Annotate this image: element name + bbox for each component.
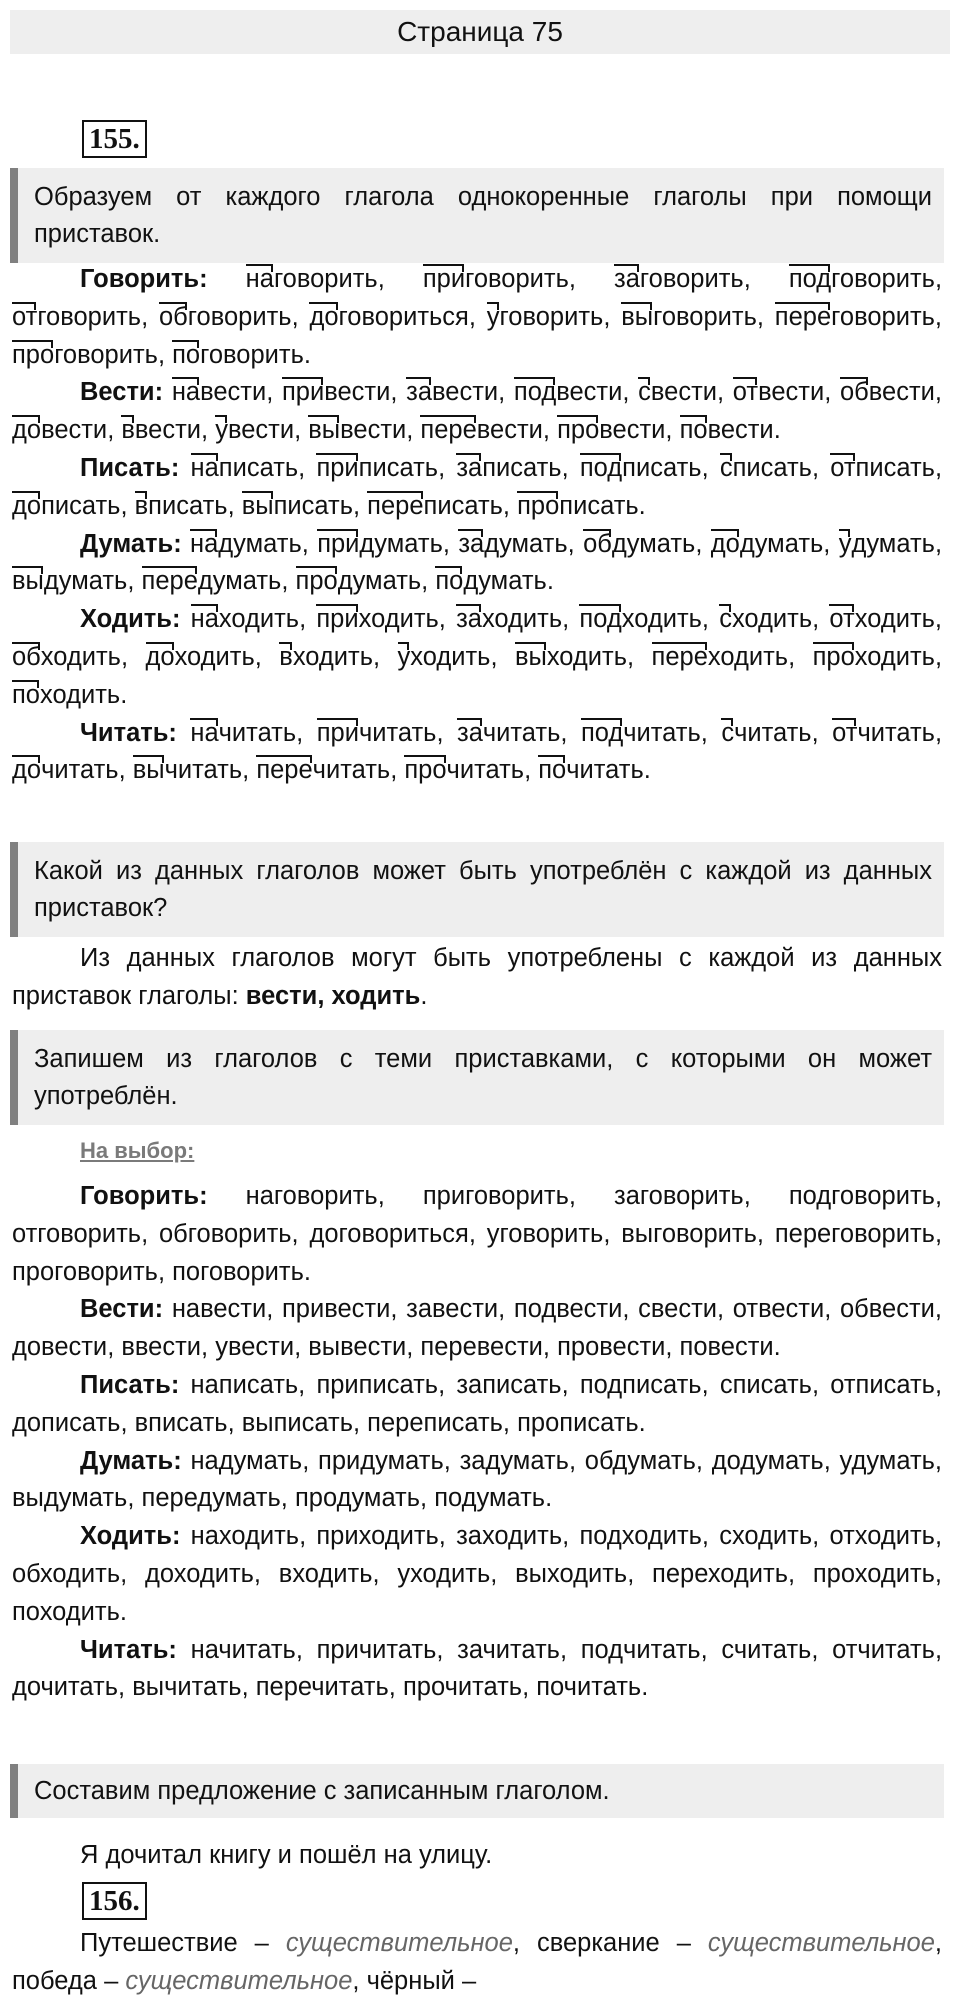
prefix-mark: при — [423, 261, 465, 299]
morpheme-marked-list — [12, 261, 942, 790]
prefix-mark: про — [557, 412, 599, 450]
derived-verb: подписать — [580, 450, 702, 488]
derived-verb: почитать — [538, 752, 644, 790]
derived-verb: походить — [12, 677, 120, 715]
derived-verb: выговорить — [621, 1219, 757, 1248]
prefix-mark: за — [457, 715, 483, 753]
verb-group-head: Читать: — [80, 1635, 177, 1664]
prefix-mark: под — [514, 374, 556, 412]
derived-verb: додумать — [711, 526, 824, 564]
derived-verb: выходить — [515, 1559, 628, 1588]
prefix-mark: при — [317, 715, 359, 753]
derived-verb: передумать — [142, 563, 282, 601]
derived-verb: выдумать — [12, 563, 127, 601]
verb-group-head: Вести: — [80, 1295, 164, 1324]
prefix-mark: по — [172, 337, 200, 375]
verb-group-head: Говорить: — [80, 265, 208, 293]
derived-verb: отписать — [830, 1370, 935, 1399]
prefix-mark: пере — [420, 412, 476, 450]
prefix-mark: у — [215, 412, 228, 450]
derived-verb: отчитать — [832, 1635, 935, 1664]
verb-group: Думать: надумать, придумать, задумать, обдумать, додумать, удумать, выдумать, передумать, продумать, подумать. — [12, 526, 942, 602]
prefix-mark: на — [190, 526, 218, 564]
derived-verb: вывести — [308, 412, 406, 450]
prefix-mark: с — [638, 374, 651, 412]
prefix-mark: пере — [142, 563, 198, 601]
prefix-mark: в — [279, 639, 293, 677]
derived-verb: дочитать — [12, 752, 119, 790]
derived-verb: выписать — [241, 1408, 353, 1437]
derived-verb: обговорить — [159, 299, 292, 337]
prefix-mark: на — [172, 374, 200, 412]
derived-verb: удумать — [839, 526, 935, 564]
derived-verb: списать — [720, 450, 812, 488]
derived-verb: выходить — [515, 639, 627, 677]
derived-verb: прочитать — [404, 752, 524, 790]
derived-verb: переписать — [367, 488, 503, 526]
prefix-mark: от — [733, 374, 758, 412]
derived-verb: перевести — [420, 412, 542, 450]
prefix-mark: у — [398, 639, 411, 677]
derived-verb: подумать — [434, 1484, 546, 1513]
derived-verb: завести — [406, 1295, 499, 1324]
derived-verb: повести — [680, 412, 774, 450]
derived-verb: придумать — [318, 1446, 444, 1475]
derived-verb: прочитать — [402, 1673, 523, 1702]
example-sentence: Я дочитал книгу и пошёл на улицу. — [80, 1841, 493, 1869]
prefix-mark: за — [456, 601, 482, 639]
derived-verb: провести — [557, 412, 665, 450]
derived-verb: дописать — [12, 488, 120, 526]
prefix-mark: за — [406, 374, 432, 412]
derived-verb: отходить — [829, 1522, 935, 1551]
derived-verb: отходить — [829, 601, 935, 639]
prefix-mark: пере — [256, 752, 312, 790]
derived-verb: написать — [190, 1370, 299, 1399]
derived-verb: увести — [215, 1333, 295, 1362]
derived-verb: задумать — [458, 526, 567, 564]
page-title: Страница 75 — [10, 10, 950, 54]
answer-paragraph: Из данных глаголов могут быть употреблены с каждой из данных приставок глаголы: вести, ходить. — [12, 944, 942, 1010]
prefix-mark: под — [581, 715, 623, 753]
verb-group: Писать: написать, приписать, записать, подписать, списать, отписать, дописать, вписать, выписать, переписать, прописать. — [12, 1367, 942, 1443]
derived-verb: подходить — [579, 1522, 702, 1551]
derived-verb: надумать — [190, 526, 302, 564]
derived-verb: перевести — [420, 1333, 543, 1362]
derived-verb: обдумать — [583, 526, 695, 564]
verb-group-head: Говорить: — [80, 1182, 208, 1210]
derived-verb: приписать — [316, 1370, 439, 1399]
derived-verb: сходить — [719, 1522, 813, 1551]
prefix-mark: по — [12, 677, 40, 715]
derived-verb: считать — [721, 715, 811, 753]
derived-verb: выдумать — [12, 1484, 128, 1513]
prefix-mark: с — [721, 715, 734, 753]
derived-verb: надумать — [190, 1446, 303, 1475]
answer-verbs: вести, ходить — [245, 981, 421, 1010]
verb-group: Ходить: находить, приходить, заходить, подходить, сходить, отходить, обходить, доходить, входить, уходить, выходить, переходить, проходить, походить. — [12, 1518, 942, 1631]
prefix-mark: от — [832, 715, 857, 753]
derived-verb: наговорить — [245, 1182, 378, 1210]
verb-group: Вести: навести, привести, завести, подвести, свести, отвести, обвести, довести, ввести, увести, вывести, перевести, провести, повести. — [12, 1291, 942, 1367]
verb-group-head: Писать: — [80, 453, 180, 482]
task-prompt-3: Запишем из глаголов с теми приставками, с которыми он может употреблён. — [10, 1030, 944, 1125]
verb-group: Вести: навести, привести, завести, подвести, свести, отвести, обвести, довести, ввести, увести, вывести, перевести, провести, повести. — [12, 374, 942, 450]
derived-verb: вписать — [134, 1408, 228, 1437]
prefix-mark: при — [282, 374, 324, 412]
plain-list — [12, 1178, 942, 1707]
derived-verb: уговорить — [487, 299, 604, 337]
choice-label: На выбор: — [80, 1138, 195, 1163]
derived-verb: зачитать — [457, 1635, 560, 1664]
prefix-mark: на — [191, 601, 219, 639]
derived-verb: привести — [282, 374, 390, 412]
derived-verb: находить — [191, 601, 299, 639]
prefix-mark: вы — [12, 563, 44, 601]
prefix-mark: про — [12, 337, 54, 375]
derived-verb: переходить — [652, 639, 789, 677]
prefix-mark: до — [146, 639, 175, 677]
derived-verb: причитать — [316, 1635, 437, 1664]
verb-group-head: Читать: — [80, 718, 177, 747]
derived-verb: удумать — [839, 1446, 935, 1475]
derived-verb: подвести — [513, 1295, 623, 1324]
derived-verb: довести — [12, 1333, 108, 1362]
prefix-mark: под — [789, 261, 831, 299]
exercise-156-text: Путешествие – существительное, сверкание – существительное, победа – существительное, чёрный – — [12, 1929, 943, 1995]
derived-verb: провести — [557, 1333, 666, 1362]
derived-verb: повести — [679, 1333, 774, 1362]
derived-verb: отчитать — [832, 715, 935, 753]
derived-verb: уходить — [398, 639, 491, 677]
derived-verb: походить — [12, 1597, 120, 1626]
prefix-mark: до — [12, 752, 41, 790]
derived-verb: переговорить — [774, 1219, 935, 1248]
verb-group-head: Думать: — [80, 529, 182, 558]
derived-verb: находить — [190, 1522, 300, 1551]
prefix-mark: за — [614, 261, 640, 299]
derived-verb: обвести — [840, 374, 935, 412]
derived-verb: увести — [215, 412, 294, 450]
exercise-number: 156. — [82, 1882, 147, 1920]
derived-verb: обходить — [12, 1559, 121, 1588]
derived-verb: вычитать — [133, 752, 242, 790]
derived-verb: поговорить — [172, 1257, 304, 1286]
verb-group: Читать: начитать, причитать, зачитать, подчитать, считать, отчитать, дочитать, вычитать, перечитать, прочитать, почитать. — [12, 715, 942, 791]
verb-group: Читать: начитать, причитать, зачитать, подчитать, считать, отчитать, дочитать, вычитать, перечитать, прочитать, почитать. — [12, 1632, 942, 1708]
prefix-mark: вы — [308, 412, 340, 450]
task-prompt-1: Образуем от каждого глагола однокоренные глаголы при помощи приставок. — [10, 168, 944, 263]
derived-verb: приходить — [316, 601, 438, 639]
derived-verb: почитать — [536, 1673, 642, 1702]
prefix-mark: в — [135, 488, 149, 526]
prefix-mark: в — [121, 412, 135, 450]
derived-verb: свести — [638, 1295, 717, 1324]
derived-verb: отвести — [732, 1295, 825, 1324]
derived-verb: доходить — [146, 639, 255, 677]
derived-verb: додумать — [711, 1446, 824, 1475]
ex156-word: чёрный — [366, 1967, 455, 1995]
prefix-mark: об — [159, 299, 188, 337]
prefix-mark: до — [12, 412, 41, 450]
derived-verb: отвести — [733, 374, 824, 412]
derived-verb: договориться — [309, 299, 468, 337]
derived-verb: уходить — [397, 1559, 491, 1588]
prefix-mark: под — [580, 450, 622, 488]
derived-verb: передумать — [141, 1484, 281, 1513]
ex156-word: победа — [12, 1967, 97, 1995]
derived-verb: перечитать — [256, 752, 390, 790]
part-of-speech: существительное — [285, 1929, 513, 1957]
prefix-mark: вы — [133, 752, 165, 790]
part-of-speech: существительное — [707, 1929, 935, 1957]
derived-verb: переговорить — [775, 299, 935, 337]
prefix-mark: вы — [515, 639, 547, 677]
prefix-mark: у — [487, 299, 500, 337]
prefix-mark: по — [538, 752, 566, 790]
verb-group: Говорить: наговорить, приговорить, заговорить, подговорить, отговорить, обговорить, договориться, уговорить, выговорить, переговорить, проговорить, поговорить. — [12, 1178, 942, 1291]
derived-verb: заговорить — [614, 261, 744, 299]
derived-verb: подговорить — [788, 1182, 935, 1210]
derived-verb: записать — [456, 1370, 562, 1399]
prefix-mark: до — [711, 526, 740, 564]
verb-group-head: Ходить: — [80, 1522, 181, 1551]
prefix-mark: об — [583, 526, 612, 564]
task-prompt-2: Какой из данных глаголов может быть употреблён с каждой из данных приставок? — [10, 842, 944, 937]
verb-group: Думать: надумать, придумать, задумать, обдумать, додумать, удумать, выдумать, передумать, продумать, подумать. — [12, 1443, 942, 1519]
derived-verb: подумать — [435, 563, 546, 601]
prefix-mark: пере — [652, 639, 708, 677]
prefix-mark: с — [719, 601, 732, 639]
derived-verb: сходить — [719, 601, 812, 639]
prefix-mark: про — [296, 563, 338, 601]
derived-verb: проговорить — [12, 1257, 158, 1286]
derived-verb: считать — [721, 1635, 812, 1664]
derived-verb: обдумать — [584, 1446, 696, 1475]
derived-verb: отговорить — [12, 1219, 142, 1248]
derived-verb: навести — [171, 1295, 267, 1324]
derived-verb: проговорить — [12, 337, 158, 375]
derived-verb: выписать — [242, 488, 353, 526]
derived-verb: отписать — [830, 450, 935, 488]
derived-verb: придумать — [317, 526, 443, 564]
derived-verb: дописать — [12, 1408, 121, 1437]
prefix-mark: с — [720, 450, 733, 488]
prefix-mark: вы — [621, 299, 653, 337]
derived-verb: начитать — [190, 1635, 296, 1664]
derived-verb: подчитать — [581, 715, 701, 753]
derived-verb: причитать — [317, 715, 437, 753]
derived-verb: заходить — [456, 601, 562, 639]
derived-verb: поговорить — [172, 337, 304, 375]
prefix-mark: об — [840, 374, 869, 412]
verb-group-head: Ходить: — [80, 605, 181, 634]
derived-verb: прописать — [517, 1408, 639, 1437]
derived-verb: ввести — [121, 412, 201, 450]
derived-verb: заговорить — [614, 1182, 744, 1210]
derived-verb: довести — [12, 412, 107, 450]
prefix-mark: при — [317, 526, 359, 564]
prefix-mark: про — [813, 639, 855, 677]
derived-verb: вписать — [135, 488, 228, 526]
derived-verb: уговорить — [486, 1219, 604, 1248]
prefix-mark: от — [830, 450, 855, 488]
derived-verb: переписать — [367, 1408, 503, 1437]
derived-verb: договориться — [309, 1219, 469, 1248]
prefix-mark: об — [12, 639, 41, 677]
prefix-mark: у — [839, 526, 852, 564]
derived-verb: отговорить — [12, 299, 141, 337]
derived-verb: навести — [172, 374, 266, 412]
prefix-mark: пере — [367, 488, 423, 526]
derived-verb: обходить — [12, 639, 121, 677]
verb-group-head: Думать: — [80, 1446, 182, 1475]
verb-group: Говорить: наговорить, приговорить, заговорить, подговорить, отговорить, обговорить, договориться, уговорить, выговорить, переговорить, проговорить, поговорить. — [12, 261, 942, 374]
derived-verb: написать — [191, 450, 299, 488]
derived-verb: подписать — [579, 1370, 702, 1399]
derived-verb: продумать — [294, 1484, 421, 1513]
prefix-mark: на — [191, 450, 219, 488]
derived-verb: выговорить — [621, 299, 757, 337]
derived-verb: подговорить — [789, 261, 935, 299]
derived-verb: наговорить — [246, 261, 378, 299]
derived-verb: обвести — [839, 1295, 935, 1324]
derived-verb: дочитать — [12, 1673, 119, 1702]
prefix-mark: вы — [242, 488, 274, 526]
derived-verb: зачитать — [457, 715, 560, 753]
derived-verb: списать — [719, 1370, 812, 1399]
prefix-mark: про — [404, 752, 446, 790]
derived-verb: входить — [278, 1559, 373, 1588]
derived-verb: переходить — [652, 1559, 788, 1588]
derived-verb: обговорить — [159, 1219, 292, 1248]
task-prompt-4: Составим предложение с записанным глаголом. — [10, 1764, 944, 1818]
prefix-mark: на — [190, 715, 218, 753]
derived-verb: прописать — [517, 488, 639, 526]
prefix-mark: по — [680, 412, 708, 450]
derived-verb: приписать — [316, 450, 438, 488]
verb-group: Писать: написать, приписать, записать, подписать, списать, отписать, дописать, вписать, выписать, переписать, прописать. — [12, 450, 942, 526]
prefix-mark: по — [435, 563, 463, 601]
derived-verb: вывести — [308, 1333, 407, 1362]
verb-group-head: Писать: — [80, 1370, 180, 1399]
derived-verb: задумать — [459, 1446, 569, 1475]
derived-verb: свести — [638, 374, 717, 412]
verb-group: Ходить: находить, приходить, заходить, подходить, сходить, отходить, обходить, доходить, входить, уходить, выходить, переходить, проходить, походить. — [12, 601, 942, 714]
prefix-mark: за — [458, 526, 484, 564]
prefix-mark: до — [309, 299, 338, 337]
exercise-number: 155. — [82, 120, 147, 158]
prefix-mark: про — [517, 488, 559, 526]
derived-verb: вычитать — [132, 1673, 242, 1702]
derived-verb: приговорить — [423, 261, 569, 299]
derived-verb: подчитать — [580, 1635, 701, 1664]
prefix-mark: под — [579, 601, 621, 639]
derived-verb: завести — [406, 374, 498, 412]
ex156-word: сверкание — [536, 1929, 660, 1957]
derived-verb: начитать — [190, 715, 296, 753]
part-of-speech: существительное — [125, 1967, 353, 1995]
ex156-word: Путешествие — [80, 1929, 238, 1957]
derived-verb: продумать — [296, 563, 422, 601]
derived-verb: привести — [281, 1295, 391, 1324]
derived-verb: проходить — [812, 1559, 935, 1588]
derived-verb: доходить — [144, 1559, 254, 1588]
derived-verb: приговорить — [422, 1182, 569, 1210]
prefix-mark: пере — [775, 299, 831, 337]
derived-verb: ввести — [121, 1333, 202, 1362]
derived-verb: подходить — [579, 601, 702, 639]
derived-verb: записать — [456, 450, 561, 488]
prefix-mark: до — [12, 488, 41, 526]
prefix-mark: от — [12, 299, 37, 337]
derived-verb: проходить — [813, 639, 935, 677]
verb-group-head: Вести: — [80, 378, 164, 407]
derived-verb: перечитать — [255, 1673, 389, 1702]
derived-verb: приходить — [316, 1522, 439, 1551]
prefix-mark: при — [316, 450, 358, 488]
derived-verb: заходить — [456, 1522, 563, 1551]
prefix-mark: при — [316, 601, 358, 639]
prefix-mark: на — [246, 261, 274, 299]
derived-verb: подвести — [514, 374, 622, 412]
derived-verb: входить — [279, 639, 373, 677]
prefix-mark: за — [456, 450, 482, 488]
prefix-mark: от — [829, 601, 854, 639]
